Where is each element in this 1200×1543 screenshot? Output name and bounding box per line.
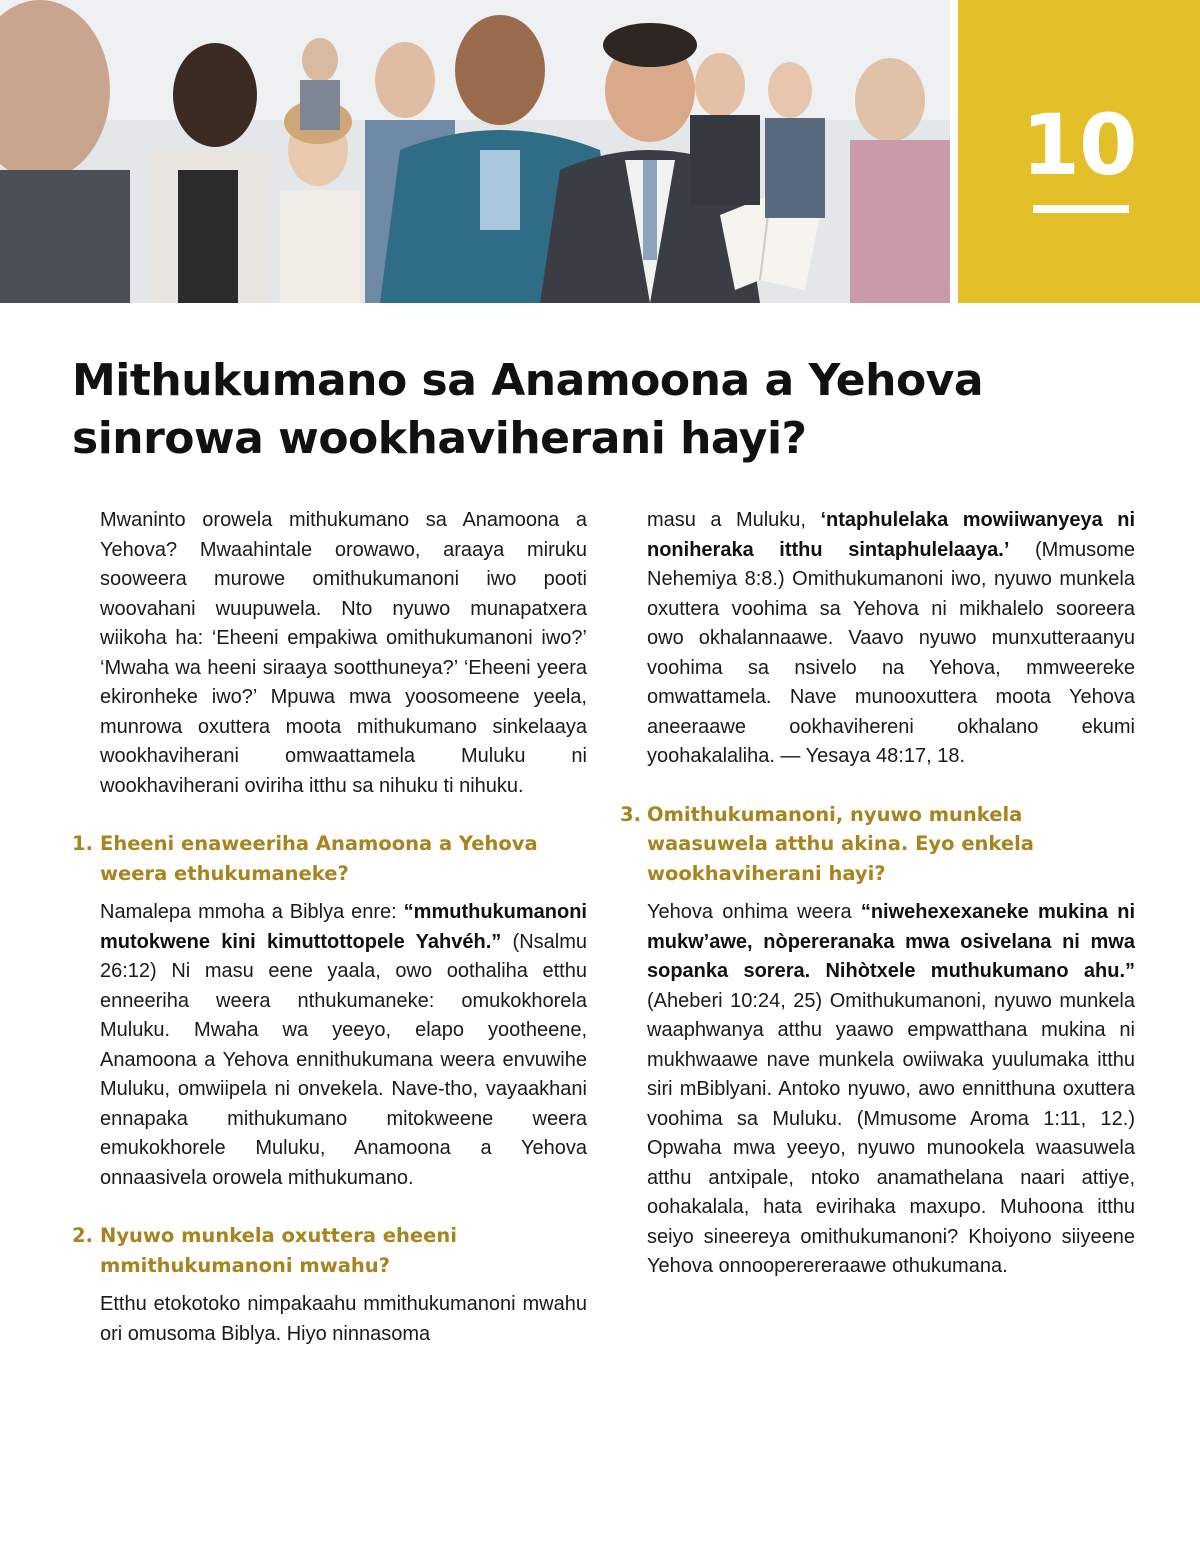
question-number: 2. — [72, 1224, 93, 1247]
intro-paragraph: Mwaninto orowela mithukumano sa Anamoona a Yehova? Mwaahintale orowawo, araaya miruku sooweera murowe omithukumanoni iwo pooti woovahani wuupuwela. Nto nyuwo munapatxera wiikoha ha: ‘Eheeni empakiwa omithukumanoni iwo?’ ‘Mwaha wa heeni siraaya sootthuneya?’ ‘Eheeni yeera ekironheke iwo?’ Mpuwa mwa yoosomeene yeela, munrowa oxuttera moota mithukumano sinkelaaya wookhaviherani omwaattamela Muluku ni wookhaviherani oviriha itthu sa nihuku ti nihuku. — [100, 509, 587, 797]
left-column — [72, 506, 587, 1349]
question-2 — [72, 1221, 587, 1280]
section-1-paragraph: Namalepa mmoha a Biblya enre: “mmuthukumanoni mutokwene kini kimuttottopele Yahvéh.” (Nsalmu 26:12) Ni masu eene yaala, owo oothaliha etthu enneeriha weera nthukumaneke: omukokhorela Muluku. Mwaha wa yeeyo, elapo yootheene, Anamoona a Yehova ennithukumana weera envuwihe Muluku, omwiipela ni onvekela. Nave-tho, vayaakhani ennapaka mithukumano mitokweene weera emukokhorele Muluku, Anamoona a Yehova onnaasivela orowela mithukumano. — [100, 901, 587, 1189]
question-1 — [72, 829, 587, 888]
question-text: Nyuwo munkela oxuttera eheeni mmithukumanoni mwahu? — [100, 1224, 457, 1277]
congregation-meeting-photo — [0, 0, 950, 303]
question-number: 3. — [620, 802, 641, 826]
lesson-number-badge — [958, 0, 1200, 303]
scripture-quote: “niwehexexaneke mukina ni mukw’awe, nòpereranaka mwa osivelana ni mwa sopanka sorera. Nihòtxele muthukumano ahu.” — [647, 901, 1135, 982]
question-text: Eheeni enaweeriha Anamoona a Yehova weera ethukumaneke? — [100, 832, 538, 885]
question-text: Omithukumanoni, nyuwo munkela waasuwela atthu akina. Eyo enkela wookhaviherani hayi? — [647, 802, 1034, 885]
page-title: Mithukumano sa Anamoona a Yehova sinrowa wookhaviherani hayi? — [72, 355, 984, 464]
scripture-quote: ‘ntaphulelaka mowiiwanyeya ni noniheraka itthu sintaphulelaaya.’ — [647, 509, 1135, 561]
section-2-paragraph-cont: masu a Muluku, ‘ntaphulelaka mowiiwanyeya ni noniheraka itthu sintaphulelaaya.’ (Mmusome Nehemiya 8:8.) Omithukumanoni iwo, nyuwo munkela oxuttera voohima sa Yehova ni mikhalelo sooreera owo okhalannaawe. Vaavo nyuwo munxutteraanyu voohima sa nsivelo na Yehova, mmweereke omwattamela. Nave munooxuttera moota Yehova aneeraawe ookhavihereni okhalano ekumi yoohakalaliha. — Yesaya 48:17, 18. — [647, 509, 1135, 767]
lesson-number: 10 — [1021, 96, 1137, 194]
right-column — [620, 506, 1135, 1282]
question-number: 1. — [72, 832, 93, 855]
lesson-number-underline — [1033, 205, 1129, 213]
section-2-paragraph-start: Etthu etokotoko nimpakaahu mmithukumanoni mwahu ori omusoma Biblya. Hiyo ninnasoma — [100, 1293, 587, 1345]
question-3 — [620, 800, 1135, 889]
section-3-paragraph: Yehova onhima weera “niwehexexaneke mukina ni mukw’awe, nòpereranaka mwa osivelana ni mwa sopanka sorera. Nihòtxele muthukumano ahu.” (Aheberi 10:24, 25) Omithukumanoni, nyuwo munkela waaphwanya atthu yaawo empwatthana mukina ni mukhwaawe nave munkela owiiwaka yuulumaka itthu siri mBiblyani. Antoko nyuwo, awo ennitthuna oxuttera voohima sa Muluku. (Mmusome Aroma 1:11, 12.) Opwaha mwa yeeyo, nyuwo munookela waasuwela atthu antxipale, ntoko anamathelana naari attiye, oohakalala, hata evirihaka maxupo. Muhoona itthu seiyo sineereya omithukumanoni? Khoiyono siiyeene Yehova onnooperereraawe othukumana. — [647, 901, 1135, 1277]
scripture-quote: “mmuthukumanoni mutokwene kini kimuttottopele Yahvéh.” — [100, 901, 587, 953]
